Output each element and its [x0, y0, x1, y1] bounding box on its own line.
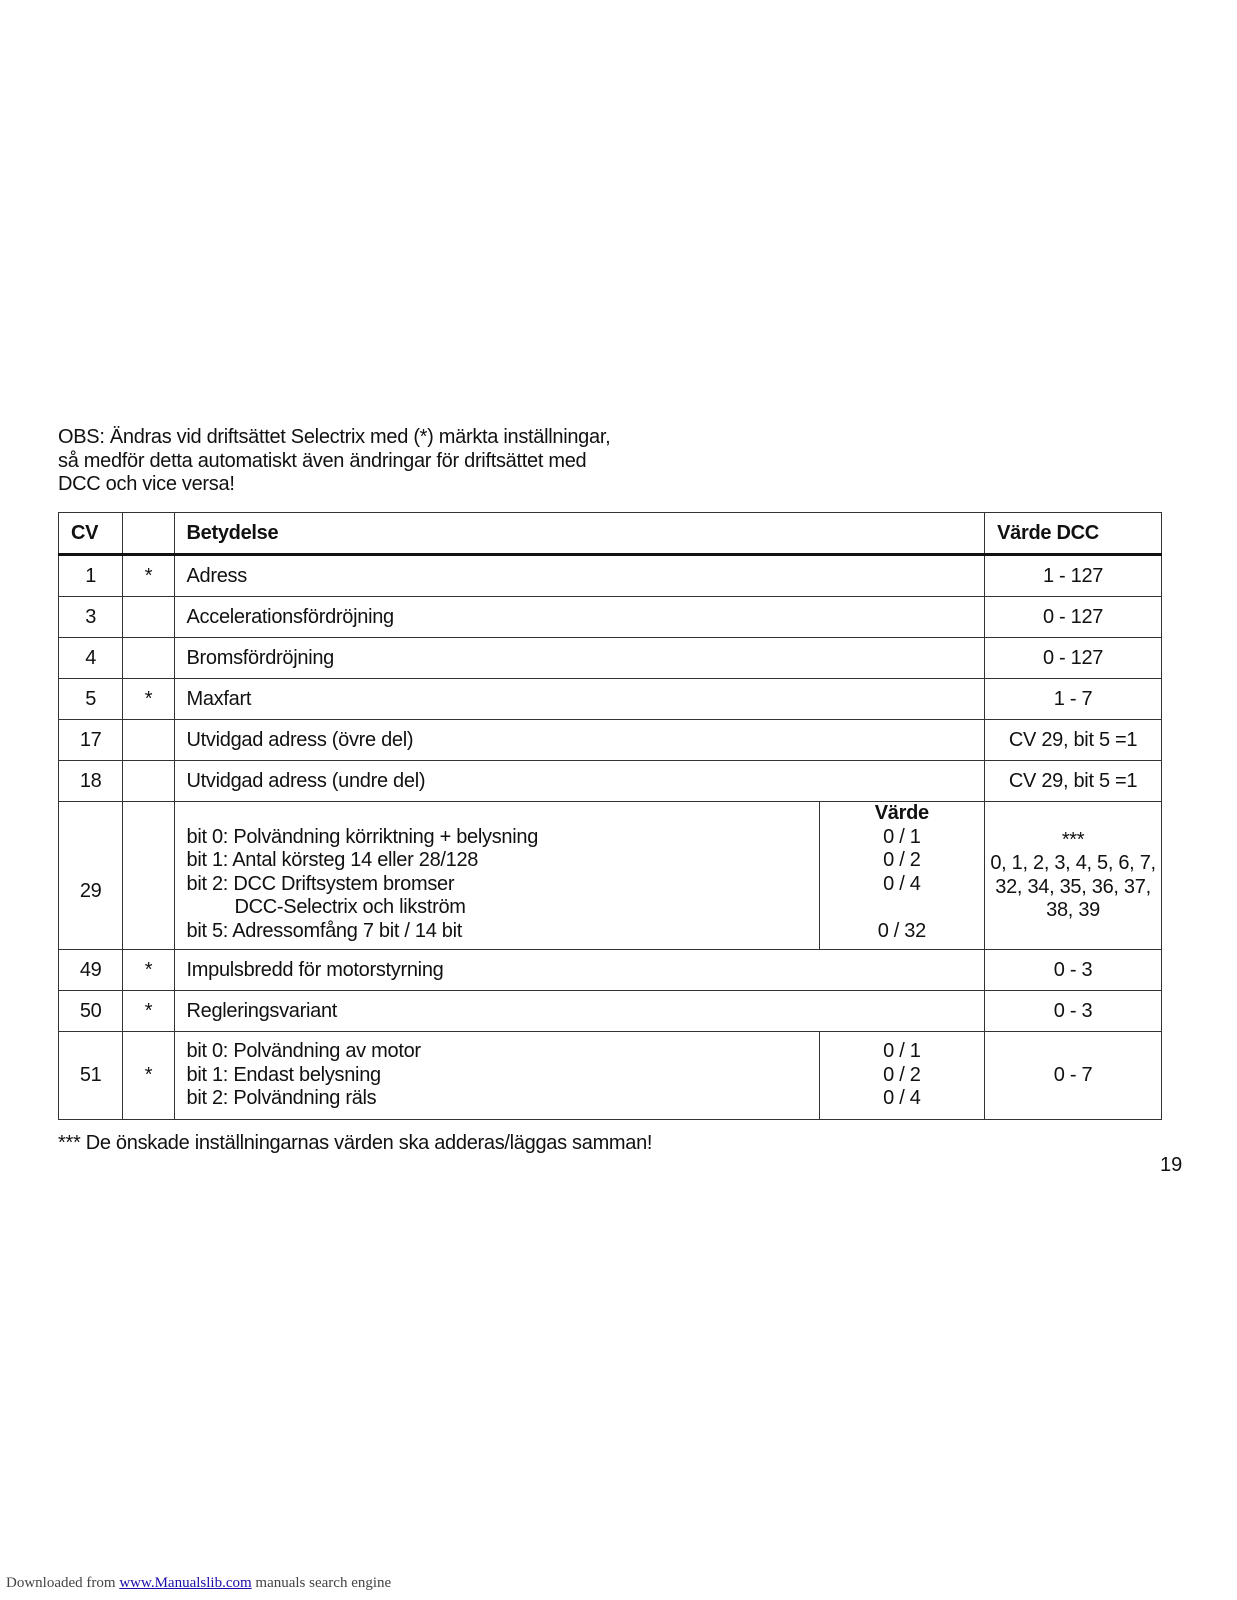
table-row — [59, 638, 1162, 679]
meaning-cell: Impulsbredd för motorstyrning — [174, 950, 985, 991]
bit-line: DCC-Selectrix och likström — [234, 896, 466, 918]
selectrix-mark: * — [123, 1032, 174, 1120]
download-prefix: Downloaded from — [6, 1575, 120, 1591]
selectrix-mark: * — [123, 555, 174, 597]
selectrix-mark: * — [123, 679, 174, 720]
table-row — [59, 597, 1162, 638]
bits-cell — [174, 802, 819, 950]
bit-value: 0 / 2 — [883, 1063, 921, 1086]
bit-value: 0 / 32 — [877, 919, 926, 942]
table-row — [59, 679, 1162, 720]
meaning-cell: Adress — [174, 555, 985, 597]
page-number: 19 — [1160, 1154, 1183, 1176]
header-mark — [123, 513, 174, 555]
obs-note-line: DCC och vice versa! — [58, 473, 235, 495]
value-cell: 0 - 3 — [985, 950, 1162, 991]
selectrix-mark — [123, 802, 174, 950]
cv-cell: 50 — [59, 991, 123, 1032]
table-row — [59, 950, 1162, 991]
table-row — [59, 991, 1162, 1032]
cv-cell: 29 — [59, 802, 123, 950]
bit-value: 0 / 1 — [883, 1040, 921, 1062]
bit-line: bit 5: Adressomfång 7 bit / 14 bit — [186, 919, 463, 942]
selectrix-mark — [123, 597, 174, 638]
bit-values-cell — [819, 802, 985, 950]
bit-line: bit 2: DCC Driftsystem bromser — [186, 872, 455, 895]
bit-line: bit 0: Polvändning körriktning + belysning — [186, 825, 539, 848]
cv-cell: 3 — [59, 597, 123, 638]
bit-value: 0 / 2 — [883, 849, 921, 871]
value-line: 0, 1, 2, 3, 4, 5, 6, 7, — [990, 852, 1156, 874]
table-row — [59, 761, 1162, 802]
cv-cell: 49 — [59, 950, 123, 991]
obs-note-line: så medför detta automatiskt även ändringar för driftsättet med — [58, 449, 587, 472]
selectrix-mark: * — [123, 991, 174, 1032]
cv-cell: 17 — [59, 720, 123, 761]
value-cell: 1 - 127 — [985, 555, 1162, 597]
bit-value: 0 / 4 — [883, 1087, 921, 1109]
cv-cell: 4 — [59, 638, 123, 679]
meaning-cell: Maxfart — [174, 679, 985, 720]
cv-cell: 18 — [59, 761, 123, 802]
value-line: 32, 34, 35, 36, 37, — [995, 875, 1151, 898]
table-header-row — [59, 513, 1162, 555]
table-row — [59, 555, 1162, 597]
meaning-cell: Utvidgad adress (övre del) — [174, 720, 985, 761]
bit-line: bit 1: Antal körsteg 14 eller 28/128 — [186, 849, 479, 871]
bit-value — [832, 896, 973, 920]
meaning-cell: Bromsfördröjning — [174, 638, 985, 679]
bit-line: bit 2: Polvändning räls — [186, 1087, 377, 1109]
selectrix-mark — [123, 720, 174, 761]
obs-note — [58, 426, 678, 497]
value-cell: 0 - 3 — [985, 991, 1162, 1032]
meaning-cell: Regleringsvariant — [174, 991, 985, 1032]
bit-value: 0 / 4 — [883, 872, 921, 895]
cv-cell: 51 — [59, 1032, 123, 1120]
table-row-cv29 — [59, 802, 1162, 950]
value-cell: 0 - 127 — [985, 597, 1162, 638]
table-row-cv51 — [59, 1032, 1162, 1120]
cv-table — [58, 512, 1162, 1120]
bits-cell — [174, 1032, 819, 1120]
manualslib-link[interactable]: www.Manualslib.com — [119, 1575, 252, 1591]
bit-line: bit 0: Polvändning av motor — [186, 1040, 421, 1062]
header-value: Värde DCC — [985, 513, 1162, 555]
table-row — [59, 720, 1162, 761]
bit-values-cell — [819, 1032, 985, 1120]
value-cell — [985, 802, 1162, 950]
footnote: *** De önskade inställningarnas värden ska adderas/läggas samman! — [58, 1132, 653, 1154]
value-line: 38, 39 — [1046, 899, 1100, 921]
selectrix-mark: * — [123, 950, 174, 991]
bit-value: 0 / 1 — [883, 825, 921, 848]
selectrix-mark — [123, 761, 174, 802]
header-cv: CV — [59, 513, 123, 555]
value-cell: 0 - 127 — [985, 638, 1162, 679]
cv-cell: 5 — [59, 679, 123, 720]
value-line: *** — [1061, 828, 1085, 851]
cv-cell: 1 — [59, 555, 123, 597]
bit-values-header: Värde — [874, 802, 929, 824]
meaning-cell: Accelerationsfördröjning — [174, 597, 985, 638]
meaning-cell: Utvidgad adress (undre del) — [174, 761, 985, 802]
obs-note-line: OBS: Ändras vid driftsättet Selectrix med (*) märkta inställningar, — [58, 426, 611, 448]
value-cell: CV 29, bit 5 =1 — [985, 720, 1162, 761]
value-cell: CV 29, bit 5 =1 — [985, 761, 1162, 802]
selectrix-mark — [123, 638, 174, 679]
value-cell: 1 - 7 — [985, 679, 1162, 720]
header-meaning: Betydelse — [174, 513, 985, 555]
value-cell: 0 - 7 — [985, 1032, 1162, 1120]
download-suffix: manuals search engine — [251, 1575, 392, 1591]
bit-line: bit 1: Endast belysning — [186, 1063, 381, 1086]
download-footer — [6, 1575, 391, 1592]
